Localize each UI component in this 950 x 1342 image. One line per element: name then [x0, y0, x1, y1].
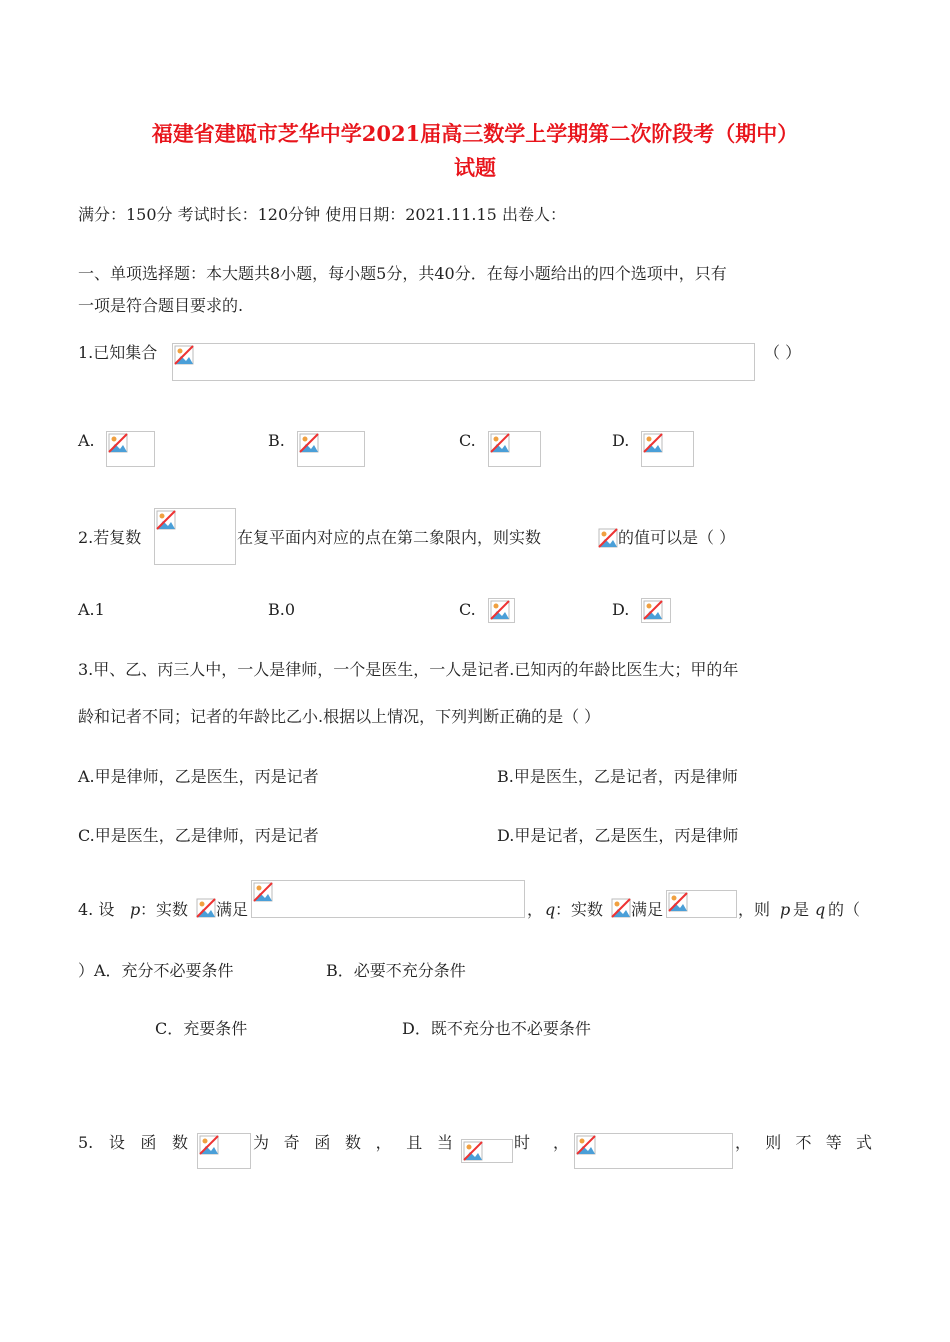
- broken-image-icon: [668, 892, 688, 912]
- q1-option-d-label: D.: [612, 431, 630, 450]
- q5-char: 当: [436, 1133, 453, 1152]
- q4-condition-q-image: [666, 890, 737, 918]
- broken-image-icon: [463, 1141, 483, 1161]
- q4-option-a: ）A．充分不必要条件: [78, 961, 234, 980]
- q5-char: 式: [855, 1133, 872, 1152]
- q2-option-a: A.1: [78, 600, 105, 619]
- q4-variable-p-2: p: [780, 900, 791, 919]
- q4-stem-part2: ：实数: [140, 900, 189, 919]
- q4-variable-q: q: [545, 900, 556, 919]
- q5-char: 设: [108, 1133, 125, 1152]
- q4-x-variable-image-2: [611, 898, 631, 918]
- q4-condition-p-image: [251, 880, 525, 918]
- q5-char: 等: [825, 1133, 842, 1152]
- q2-variable-image: [598, 528, 618, 548]
- q4-option-b: B．必要不充分条件: [326, 961, 466, 980]
- q2-stem-part2: 在复平面内对应的点在第二象限内，则实数: [237, 528, 542, 547]
- q1-option-b-label: B.: [268, 431, 285, 450]
- q3-option-b: B.甲是医生，乙是记者，丙是律师: [497, 767, 738, 786]
- broken-image-icon: [598, 528, 618, 548]
- q2-complex-number-image: [154, 508, 236, 565]
- broken-image-icon: [108, 433, 128, 453]
- q4-x-variable-image: [196, 898, 216, 918]
- q4-stem-part6: 满足: [631, 900, 664, 919]
- q4-stem-part4: ，: [527, 900, 544, 919]
- q4-stem-part3: 满足: [216, 900, 249, 919]
- broken-image-icon: [643, 433, 663, 453]
- q4-option-c: C．充要条件: [155, 1019, 248, 1038]
- q5-char: 函: [140, 1133, 157, 1152]
- q5-comma: ，: [553, 1133, 570, 1152]
- broken-image-icon: [174, 345, 194, 365]
- q3-stem-line1: 3.甲、乙、丙三人中，一人是律师，一个是医生，一人是记者.已知丙的年龄比医生大；甲的年: [78, 660, 739, 679]
- broken-image-icon: [199, 1135, 219, 1155]
- broken-image-icon: [156, 510, 176, 530]
- exam-meta: 满分：150分 考试时长：120分钟 使用日期：2021.11.15 出卷人：: [78, 205, 566, 224]
- q5-stem-part1: [78, 1133, 188, 1153]
- q2-option-d-label: D.: [612, 600, 630, 619]
- q2-option-b: B.0: [268, 600, 296, 619]
- q5-char: 奇: [283, 1133, 300, 1152]
- broken-image-icon: [196, 898, 216, 918]
- broken-image-icon: [299, 433, 319, 453]
- q4-option-d: D．既不充分也不必要条件: [402, 1019, 591, 1038]
- q5-char: 数: [171, 1133, 188, 1152]
- q4-stem-part1: 4. 设: [78, 900, 115, 919]
- q4-stem-part5: ：实数: [555, 900, 604, 919]
- q4-stem-part9: 的（: [828, 900, 861, 919]
- q5-char: 函: [314, 1133, 331, 1152]
- broken-image-icon: [490, 433, 510, 453]
- q5-stem-part3: [735, 1133, 872, 1153]
- q4-stem-part8: 是: [793, 900, 810, 919]
- document-title-line1: 福建省建瓯市芝华中学2021届高三数学上学期第二次阶段考（期中）: [151, 121, 799, 146]
- q4-variable-p: p: [130, 900, 141, 919]
- q5-stem-part2: [253, 1133, 453, 1153]
- document-title-line2: 试题: [454, 155, 496, 180]
- q3-option-a: A.甲是律师，乙是医生，丙是记者: [78, 767, 319, 786]
- q3-stem-line2: 龄和记者不同；记者的年龄比乙小.根据以上情况，下列判断正确的是（ ）: [78, 707, 601, 726]
- q5-char: 数: [344, 1133, 361, 1152]
- broken-image-icon: [490, 600, 510, 620]
- broken-image-icon: [253, 882, 273, 902]
- q1-option-c-label: C.: [459, 431, 476, 450]
- q2-option-c-image: [488, 598, 515, 623]
- q3-option-c: C.甲是医生，乙是律师，丙是记者: [78, 826, 319, 845]
- q2-option-d-image: [641, 598, 671, 623]
- q5-char: 则: [765, 1133, 782, 1152]
- q1-option-b-image: [297, 431, 365, 467]
- q4-variable-q-2: q: [815, 900, 826, 919]
- broken-image-icon: [643, 600, 663, 620]
- q1-answer-paren: （ ）: [764, 343, 802, 362]
- q4-stem-part7: ，则: [738, 900, 771, 919]
- section1-instruction-line1: 一、单项选择题：本大题共8小题，每小题5分，共40分．在每小题给出的四个选项中，只有: [78, 264, 727, 283]
- section1-instruction-line2: 一项是符合题目要求的.: [78, 296, 244, 315]
- q5-condition-image: [461, 1139, 513, 1163]
- q5-char: 不: [795, 1133, 812, 1152]
- q2-stem-part1: 2.若复数: [78, 528, 142, 547]
- q5-char: 为: [253, 1133, 270, 1152]
- q5-char: ，: [735, 1133, 752, 1152]
- q2-option-c-label: C.: [459, 600, 476, 619]
- broken-image-icon: [611, 898, 631, 918]
- q1-option-d-image: [641, 431, 694, 467]
- q5-function-image: [197, 1133, 251, 1169]
- q2-stem-part3: 的值可以是（ ）: [618, 528, 736, 547]
- q1-formula-image: [172, 343, 755, 381]
- q5-shi: 时: [514, 1133, 531, 1152]
- q5-char: ，: [375, 1133, 392, 1152]
- q5-char: 且: [406, 1133, 423, 1152]
- q1-option-a-image: [106, 431, 155, 467]
- q1-option-a-label: A.: [78, 431, 95, 450]
- q1-stem: 1.已知集合: [78, 343, 158, 362]
- broken-image-icon: [576, 1135, 596, 1155]
- q5-char: 5.: [78, 1133, 94, 1152]
- q5-expression-image: [574, 1133, 733, 1169]
- q3-option-d: D.甲是记者，乙是医生，丙是律师: [497, 826, 739, 845]
- q1-option-c-image: [488, 431, 541, 467]
